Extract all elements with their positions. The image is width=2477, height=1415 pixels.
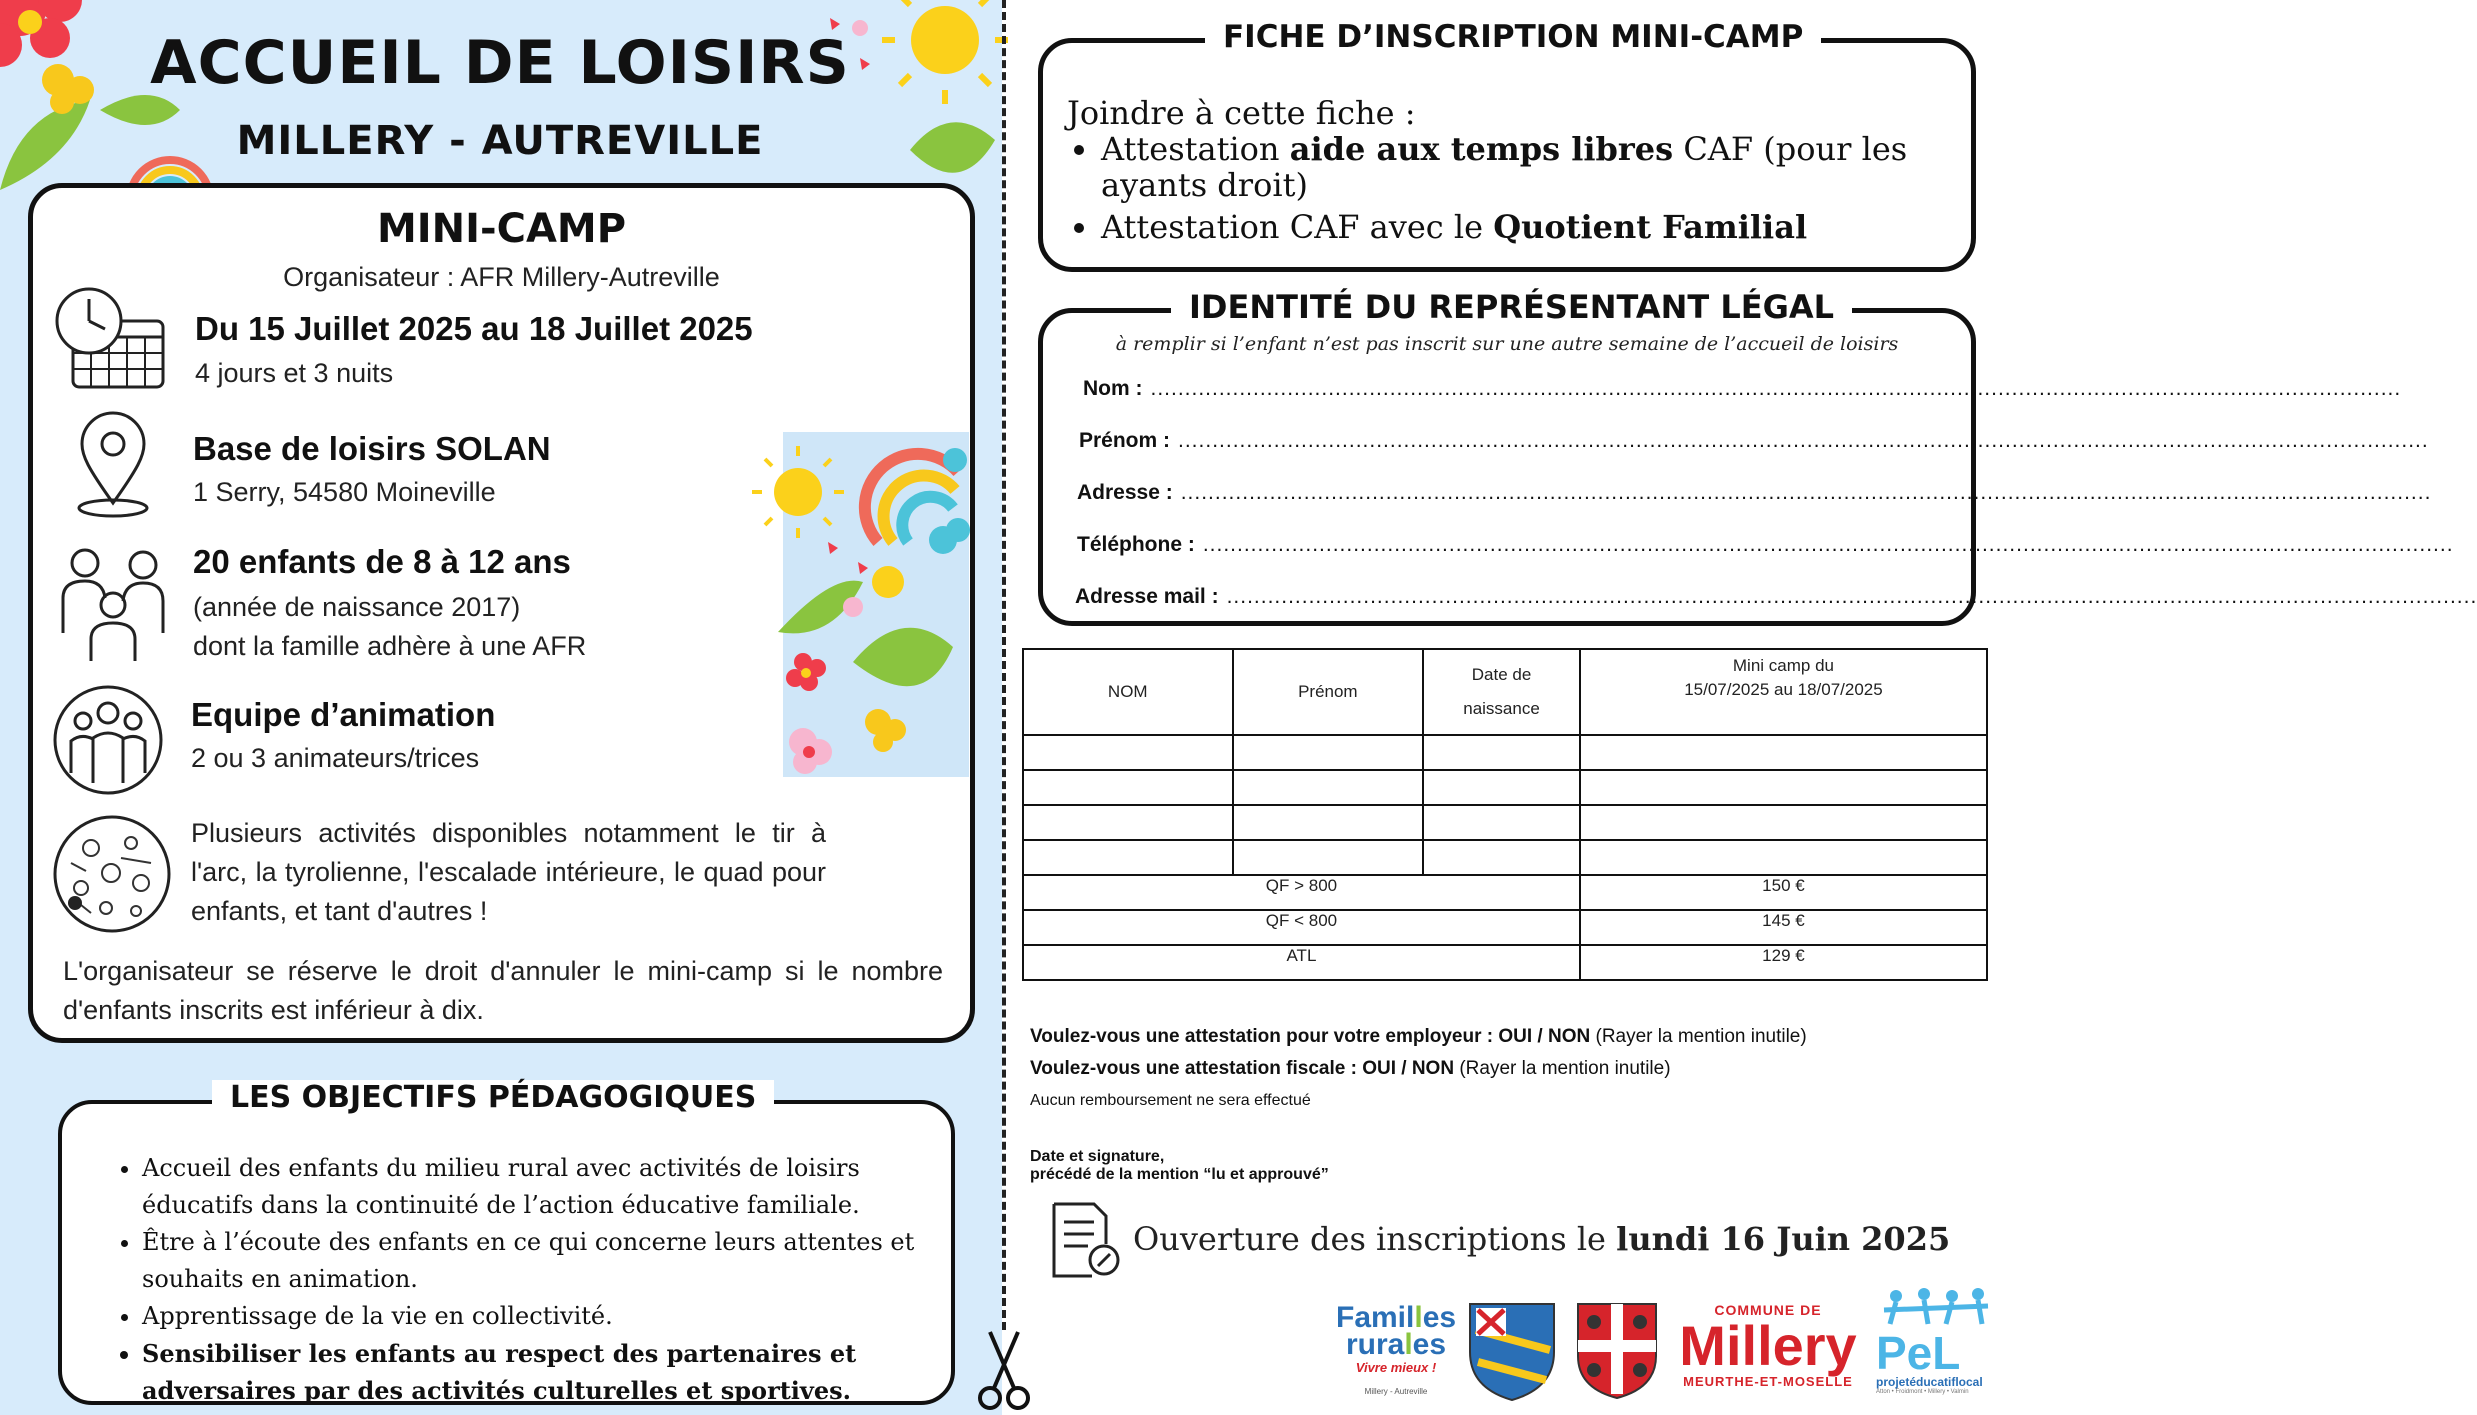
kids-family-condition: dont la famille adhère à une AFR <box>193 631 587 661</box>
decoration-panel <box>783 432 969 777</box>
commune-millery-logo: COMMUNE DE Millery MEURTHE-ET-MOSELLE <box>1679 1302 1857 1389</box>
dates-title: Du 15 Juillet 2025 au 18 Juillet 2025 <box>195 310 753 347</box>
objective-item: • Être à l’écoute des enfants en ce qui concerne leurs attentes et souhaits en animation. <box>142 1224 962 1298</box>
dates-subtitle: 4 jours et 3 nuits <box>195 358 394 388</box>
page-title: ACCUEIL DE LOISIRS <box>150 28 850 98</box>
header-nom: NOM <box>1023 649 1233 735</box>
table-row[interactable] <box>1023 770 1987 805</box>
autreville-coat-of-arms-icon <box>1466 1300 1558 1402</box>
page-subtitle: MILLERY - AUTREVILLE <box>236 118 764 164</box>
familles-rurales-logo: Familles rurales Vivre mieux ! Millery - Autreville <box>1336 1301 1457 1396</box>
objective-item-bold: • Sensibiliser les enfants au respect des partenaires et adversaires par des activités culturelles et sportives. <box>142 1335 962 1409</box>
address-field[interactable]: Adresse : ....................................................................................................................................................................................... <box>1077 481 2432 504</box>
team-icon <box>51 683 166 798</box>
header-prenom: Prénom <box>1233 649 1424 735</box>
signature-label: Date et signature, précédé de la mention “lu et approuvé” <box>1030 1148 1329 1183</box>
form-pen-icon <box>1048 1200 1122 1280</box>
scissors-icon <box>972 1330 1036 1410</box>
activities-text: Plusieurs activités disponibles notamment le tir à l'arc, la tyrolienne, l'escalade intérieure, le quad pour enfants, et tant d'autres ! <box>191 818 826 926</box>
place-address: 1 Serry, 54580 Moineville <box>193 477 496 507</box>
rainbow-sun-decoration-icon <box>783 432 969 777</box>
pel-people-icon <box>1876 1286 1992 1326</box>
tax-attestation-question[interactable]: Voulez-vous une attestation fiscale : OUI / NON (Rayer la mention inutile) <box>1030 1058 1671 1079</box>
identity-subtitle: à remplir si l’enfant n’est pas inscrit sur une autre semaine de l’accueil de loisirs <box>1115 333 1899 355</box>
email-field[interactable]: Adresse mail : ....................................................................................................................................................................................... <box>1075 585 2477 608</box>
calendar-clock-icon <box>51 283 171 393</box>
form-title: FICHE D’INSCRIPTION MINI-CAMP <box>1205 19 1821 55</box>
table-header-row <box>1023 649 1987 735</box>
cut-line <box>1002 0 1006 1330</box>
phone-field[interactable]: Téléphone : ....................................................................................................................................................................................... <box>1077 533 2454 556</box>
kids-title: 20 enfants de 8 à 12 ans <box>193 543 571 580</box>
minicamp-title: MINI-CAMP <box>376 206 627 252</box>
firstname-field[interactable]: Prénom : ....................................................................................................................................................................................... <box>1079 429 2429 452</box>
price-row: ATL 129 € <box>1023 945 1987 980</box>
form-join-box <box>1038 19 1976 272</box>
objective-item: • Accueil des enfants du milieu rural avec activités de loisirs éducatifs dans la continuité de l’action éducative familiale. <box>142 1150 962 1224</box>
join-documents <box>1067 95 1971 245</box>
identity-title: IDENTITÉ DU REPRÉSENTANT LÉGAL <box>1171 288 1852 326</box>
table-row[interactable] <box>1023 805 1987 840</box>
sun-decoration-icon <box>880 0 1010 110</box>
registration-table <box>1022 648 1988 981</box>
location-pin-icon <box>68 408 158 518</box>
objective-item: • Apprentissage de la vie en collectivité. <box>142 1298 962 1335</box>
kids-birth-year: (année de naissance 2017) <box>193 592 521 622</box>
cancellation-notice: L'organisateur se réserve le droit d'annuler le mini-camp si le nombre d'enfants inscrits est inférieur à dix. <box>63 956 943 1025</box>
left-panel <box>0 0 1002 1415</box>
table-row[interactable] <box>1023 840 1987 875</box>
header-birthdate: Date de naissance <box>1423 649 1580 735</box>
opening-date-text: Ouverture des inscriptions le lundi 16 Juin 2025 <box>1133 1220 1951 1258</box>
team-subtitle: 2 ou 3 animateurs/trices <box>191 743 480 773</box>
table-row[interactable] <box>1023 735 1987 770</box>
name-field[interactable]: Nom : ....................................................................................................................................................................................... <box>1083 377 2402 400</box>
place-title: Base de loisirs SOLAN <box>193 430 551 467</box>
objectives-title: LES OBJECTIFS PÉDAGOGIQUES <box>212 1080 774 1115</box>
price-row: QF > 800 150 € <box>1023 875 1987 910</box>
no-refund-text: Aucun remboursement ne sera effectué <box>1030 1092 1311 1109</box>
sports-activities-icon <box>51 813 173 935</box>
identity-box <box>1038 288 2477 626</box>
organizer-text: Organisateur : AFR Millery-Autreville <box>283 262 720 292</box>
team-title: Equipe d’animation <box>191 696 496 733</box>
price-row: QF < 800 145 € <box>1023 910 1987 945</box>
employer-attestation-question[interactable]: Voulez-vous une attestation pour votre employeur : OUI / NON (Rayer la mention inutile) <box>1030 1026 1807 1047</box>
family-icon <box>53 543 173 663</box>
header-camp: Mini camp du 15/07/2025 au 18/07/2025 <box>1580 649 1987 735</box>
pel-logo: PeL projetéducatiflocal Atton • Froidmont • Millery • Valmin <box>1876 1286 1996 1395</box>
objectives-list <box>112 1150 962 1409</box>
millery-coat-of-arms-icon <box>1574 1300 1660 1400</box>
objectives-box <box>58 1080 955 1405</box>
join-intro: Joindre à cette fiche : <box>1067 94 1416 132</box>
join-item-atl: • Attestation aide aux temps libres CAF (pour les ayants droit) <box>1101 131 1971 203</box>
join-item-qf: • Attestation CAF avec le Quotient Familial <box>1101 209 1971 245</box>
